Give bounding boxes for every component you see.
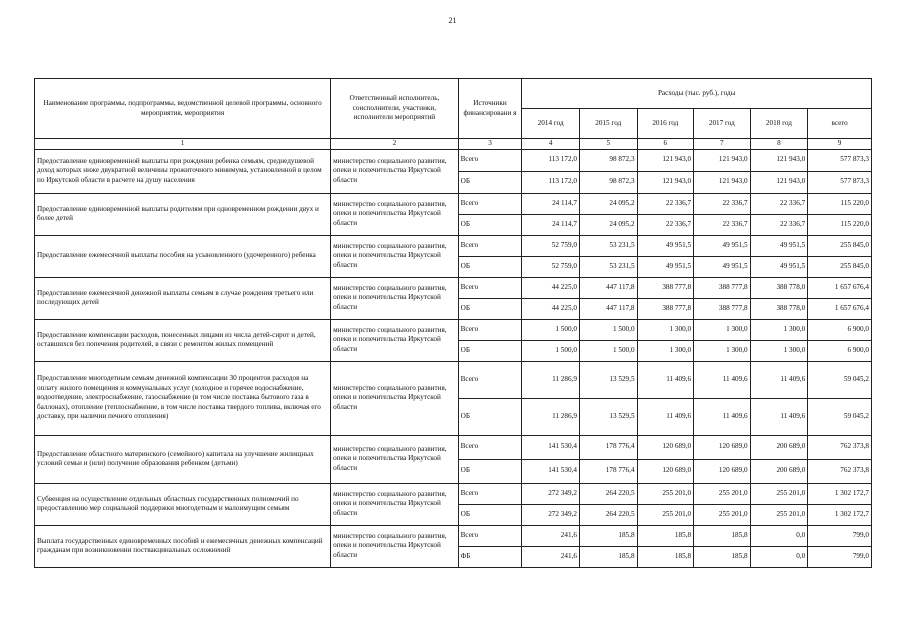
row-executor: министерство социального развития, опеки и попечительства Иркутской области xyxy=(331,319,459,361)
cell-year-value: 178 776,4 xyxy=(579,459,637,483)
cell-year-value: 255 201,0 xyxy=(750,504,808,525)
cell-year-value: 272 349,2 xyxy=(522,483,580,504)
column-number: 1 xyxy=(35,139,331,150)
row-source: ФБ xyxy=(458,546,522,567)
cell-year-value: 1 500,0 xyxy=(579,340,637,361)
cell-year-value: 121 943,0 xyxy=(694,171,751,193)
cell-year-value: 121 943,0 xyxy=(750,171,808,193)
cell-year-value: 120 689,0 xyxy=(694,459,751,483)
cell-year-value: 49 951,5 xyxy=(694,256,751,277)
header-program: Наименование программы, подпрограммы, ведомственной целевой программы, основного мероприятия, мероприятия xyxy=(35,79,331,139)
column-number: 8 xyxy=(750,139,808,150)
cell-year-value: 113 172,0 xyxy=(522,171,580,193)
cell-year-value: 49 951,5 xyxy=(750,256,808,277)
page-number: 21 xyxy=(448,16,457,25)
row-program-name: Предоставление единовременной выплаты родителям при одновременном рождении двух и более детей xyxy=(35,193,331,235)
header-expenses: Расходы (тыс. руб.), годы xyxy=(522,79,872,109)
cell-year-value: 22 336,7 xyxy=(637,214,694,235)
cell-year-value: 49 951,5 xyxy=(637,256,694,277)
cell-year-value: 447 117,8 xyxy=(579,277,637,298)
cell-year-value: 11 409,6 xyxy=(637,398,694,435)
cell-year-value: 98 872,3 xyxy=(579,149,637,171)
column-number: 9 xyxy=(808,139,872,150)
cell-total: 6 900,0 xyxy=(808,319,872,340)
row-source: Всего xyxy=(458,435,522,459)
row-source: Всего xyxy=(458,361,522,398)
cell-year-value: 1 300,0 xyxy=(694,319,751,340)
cell-year-value: 141 530,4 xyxy=(522,435,580,459)
cell-year-value: 388 778,0 xyxy=(750,277,808,298)
cell-year-value: 121 943,0 xyxy=(637,171,694,193)
row-program-name: Предоставление многодетным семьям денежной компенсации 30 процентов расходов на оплату жилого помещения и коммунальных услуг (холодное и горячее водоснабжение, водоотведение, электроснабжение, газоснабжение (в том числе поставка бытового газа в баллонах), отопление (теплоснабжение, в том числе поставка твердого топлива, включая его доставку, при наличии печного отопления) xyxy=(35,361,331,435)
cell-year-value: 24 114,7 xyxy=(522,193,580,214)
cell-year-value: 24 095,2 xyxy=(579,214,637,235)
cell-year-value: 1 500,0 xyxy=(522,319,580,340)
table-row xyxy=(35,319,872,340)
row-program-name: Предоставление единовременной выплаты при рождении ребенка семьям, среднедушевой доход которых ниже двукратной величины прожиточного минимума, установленной в целом по Иркутской области в расчете на душу населения xyxy=(35,149,331,193)
cell-year-value: 255 201,0 xyxy=(750,483,808,504)
cell-year-value: 121 943,0 xyxy=(750,149,808,171)
cell-year-value: 113 172,0 xyxy=(522,149,580,171)
cell-total: 762 373,8 xyxy=(808,435,872,459)
cell-year-value: 185,8 xyxy=(637,525,694,546)
cell-year-value: 241,6 xyxy=(522,546,580,567)
row-executor: министерство социального развития, опеки и попечительства Иркутской области xyxy=(331,525,459,567)
header-sources: Источники финансировани я xyxy=(458,79,522,139)
table-row xyxy=(35,525,872,546)
cell-year-value: 1 500,0 xyxy=(579,319,637,340)
cell-year-value: 185,8 xyxy=(579,546,637,567)
table-row xyxy=(35,149,872,171)
cell-year-value: 11 409,6 xyxy=(750,361,808,398)
cell-year-value: 98 872,3 xyxy=(579,171,637,193)
table-row xyxy=(35,277,872,298)
row-executor: министерство социального развития, опеки и попечительства Иркутской области xyxy=(331,277,459,319)
cell-year-value: 255 201,0 xyxy=(694,504,751,525)
row-program-name: Предоставление компенсации расходов, понесенных лицами из числа детей-сирот и детей, оставшихся без попечения родителей, в связи с ремонтом жилых помещений xyxy=(35,319,331,361)
cell-year-value: 1 300,0 xyxy=(694,340,751,361)
cell-year-value: 13 529,5 xyxy=(579,398,637,435)
header-year: 2018 год xyxy=(750,109,808,139)
column-number: 3 xyxy=(458,139,522,150)
cell-year-value: 44 225,0 xyxy=(522,277,580,298)
table-row xyxy=(35,193,872,214)
header-executor: Ответственный исполнитель, соисполнители, участники, исполнители мероприятий xyxy=(331,79,459,139)
cell-year-value: 121 943,0 xyxy=(637,149,694,171)
cell-year-value: 11 409,6 xyxy=(637,361,694,398)
cell-year-value: 22 336,7 xyxy=(637,193,694,214)
cell-total: 1 302 172,7 xyxy=(808,483,872,504)
row-source: Всего xyxy=(458,235,522,256)
cell-year-value: 11 409,6 xyxy=(694,398,751,435)
header-total: всего xyxy=(808,109,872,139)
cell-year-value: 22 336,7 xyxy=(750,193,808,214)
table-body xyxy=(35,149,872,567)
cell-year-value: 255 201,0 xyxy=(637,483,694,504)
cell-year-value: 185,8 xyxy=(579,525,637,546)
expenses-table xyxy=(34,78,872,568)
cell-year-value: 11 286,9 xyxy=(522,398,580,435)
cell-year-value: 53 231,5 xyxy=(579,235,637,256)
cell-year-value: 185,8 xyxy=(694,546,751,567)
cell-year-value: 22 336,7 xyxy=(750,214,808,235)
cell-year-value: 264 220,5 xyxy=(579,483,637,504)
row-source: ОБ xyxy=(458,256,522,277)
row-source: Всего xyxy=(458,483,522,504)
row-program-name: Предоставление ежемесячной выплаты пособия на усыновленного (удочеренного) ребенка xyxy=(35,235,331,277)
column-number: 4 xyxy=(522,139,580,150)
cell-total: 577 873,3 xyxy=(808,171,872,193)
row-source: ОБ xyxy=(458,459,522,483)
row-source: ОБ xyxy=(458,504,522,525)
cell-year-value: 141 530,4 xyxy=(522,459,580,483)
row-executor: министерство социального развития, опеки и попечительства Иркутской области xyxy=(331,361,459,435)
row-source: Всего xyxy=(458,277,522,298)
cell-total: 1 302 172,7 xyxy=(808,504,872,525)
cell-total: 255 845,0 xyxy=(808,256,872,277)
column-number: 2 xyxy=(331,139,459,150)
row-source: ОБ xyxy=(458,214,522,235)
column-number: 7 xyxy=(694,139,751,150)
cell-year-value: 11 286,9 xyxy=(522,361,580,398)
cell-year-value: 22 336,7 xyxy=(694,193,751,214)
row-program-name: Субвенция на осуществление отдельных областных государственных полномочий по предоставлению мер социальной поддержки многодетным и малоимущим семьям xyxy=(35,483,331,525)
cell-year-value: 264 220,5 xyxy=(579,504,637,525)
cell-total: 115 220,0 xyxy=(808,214,872,235)
cell-year-value: 53 231,5 xyxy=(579,256,637,277)
cell-year-value: 121 943,0 xyxy=(694,149,751,171)
column-number: 5 xyxy=(579,139,637,150)
cell-year-value: 49 951,5 xyxy=(750,235,808,256)
cell-year-value: 1 300,0 xyxy=(750,319,808,340)
table-row xyxy=(35,235,872,256)
header-year: 2016 год xyxy=(637,109,694,139)
row-source: ОБ xyxy=(458,298,522,319)
cell-year-value: 120 689,0 xyxy=(694,435,751,459)
header-year: 2015 год xyxy=(579,109,637,139)
cell-year-value: 22 336,7 xyxy=(694,214,751,235)
cell-year-value: 1 300,0 xyxy=(637,319,694,340)
cell-year-value: 272 349,2 xyxy=(522,504,580,525)
cell-year-value: 1 300,0 xyxy=(750,340,808,361)
cell-year-value: 52 759,0 xyxy=(522,235,580,256)
cell-year-value: 1 500,0 xyxy=(522,340,580,361)
cell-year-value: 255 201,0 xyxy=(694,483,751,504)
cell-total: 1 657 676,4 xyxy=(808,277,872,298)
cell-year-value: 447 117,8 xyxy=(579,298,637,319)
row-program-name: Предоставление областного материнского (семейного) капитала на улучшение жилищных условий семьи и (или) получение образования ребенком (детьми) xyxy=(35,435,331,483)
table-row xyxy=(35,483,872,504)
cell-year-value: 24 114,7 xyxy=(522,214,580,235)
row-source: ОБ xyxy=(458,171,522,193)
row-source: Всего xyxy=(458,319,522,340)
cell-year-value: 0,0 xyxy=(750,525,808,546)
cell-year-value: 388 778,0 xyxy=(750,298,808,319)
row-executor: министерство социального развития, опеки и попечительства Иркутской области xyxy=(331,483,459,525)
cell-year-value: 388 777,8 xyxy=(637,298,694,319)
row-source: Всего xyxy=(458,193,522,214)
header-year: 2017 год xyxy=(694,109,751,139)
row-source: Всего xyxy=(458,525,522,546)
row-source: ОБ xyxy=(458,340,522,361)
cell-year-value: 178 776,4 xyxy=(579,435,637,459)
cell-year-value: 11 409,6 xyxy=(694,361,751,398)
table-row xyxy=(35,361,872,398)
cell-year-value: 49 951,5 xyxy=(694,235,751,256)
row-executor: министерство социального развития, опеки и попечительства Иркутской области xyxy=(331,435,459,483)
row-source: ОБ xyxy=(458,398,522,435)
cell-year-value: 49 951,5 xyxy=(637,235,694,256)
cell-year-value: 11 409,6 xyxy=(750,398,808,435)
cell-year-value: 200 689,0 xyxy=(750,435,808,459)
cell-total: 59 045,2 xyxy=(808,398,872,435)
cell-total: 762 373,8 xyxy=(808,459,872,483)
cell-total: 799,0 xyxy=(808,546,872,567)
cell-total: 577 873,3 xyxy=(808,149,872,171)
column-number: 6 xyxy=(637,139,694,150)
cell-year-value: 0,0 xyxy=(750,546,808,567)
cell-year-value: 24 095,2 xyxy=(579,193,637,214)
cell-year-value: 120 689,0 xyxy=(637,435,694,459)
cell-year-value: 120 689,0 xyxy=(637,459,694,483)
cell-year-value: 13 529,5 xyxy=(579,361,637,398)
cell-total: 6 900,0 xyxy=(808,340,872,361)
cell-total: 1 657 676,4 xyxy=(808,298,872,319)
cell-year-value: 388 777,8 xyxy=(637,277,694,298)
cell-year-value: 241,6 xyxy=(522,525,580,546)
row-program-name: Предоставление ежемесячной денежной выплаты семьям в случае рождения третьего или последующих детей xyxy=(35,277,331,319)
row-program-name: Выплата государственных единовременных пособий и ежемесячных денежных компенсаций гражданам при возникновении поствакцинальных осложнений xyxy=(35,525,331,567)
cell-total: 255 845,0 xyxy=(808,235,872,256)
cell-year-value: 185,8 xyxy=(694,525,751,546)
cell-year-value: 185,8 xyxy=(637,546,694,567)
cell-year-value: 44 225,0 xyxy=(522,298,580,319)
cell-year-value: 52 759,0 xyxy=(522,256,580,277)
table-row xyxy=(35,435,872,459)
cell-year-value: 388 777,8 xyxy=(694,277,751,298)
row-executor: министерство социального развития, опеки и попечительства Иркутской области xyxy=(331,235,459,277)
cell-total: 799,0 xyxy=(808,525,872,546)
header-year: 2014 год xyxy=(522,109,580,139)
cell-year-value: 255 201,0 xyxy=(637,504,694,525)
row-source: Всего xyxy=(458,149,522,171)
cell-total: 115 220,0 xyxy=(808,193,872,214)
cell-year-value: 1 300,0 xyxy=(637,340,694,361)
row-executor: министерство социального развития, опеки и попечительства Иркутской области xyxy=(331,149,459,193)
cell-year-value: 200 689,0 xyxy=(750,459,808,483)
cell-year-value: 388 777,8 xyxy=(694,298,751,319)
row-executor: министерство социального развития, опеки и попечительства Иркутской области xyxy=(331,193,459,235)
cell-total: 59 045,2 xyxy=(808,361,872,398)
